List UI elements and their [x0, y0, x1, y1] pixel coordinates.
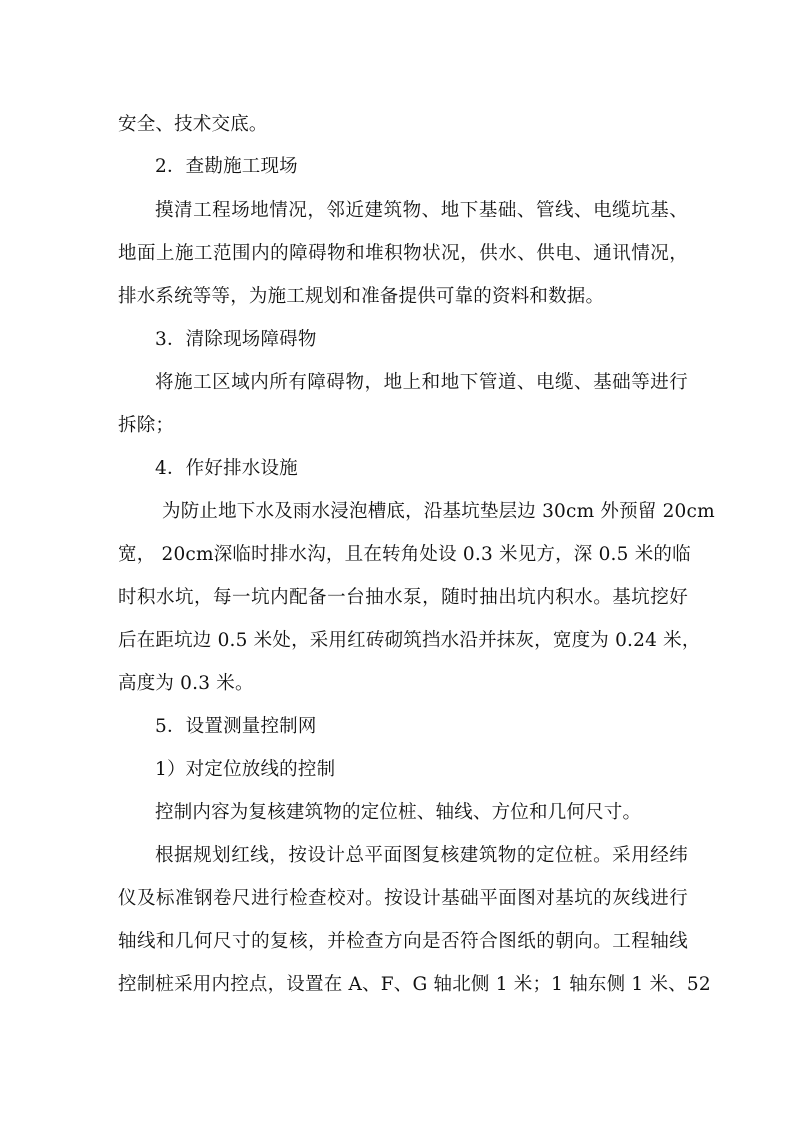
body-text-line: 摸清工程场地情况，邻近建筑物、地下基础、管线、电缆坑基、: [155, 200, 688, 221]
body-text-line: 排水系统等等，为施工规划和准备提供可靠的资料和数据。: [118, 286, 605, 307]
body-text-line: 控制桩采用内控点，设置在 A、F、G 轴北侧 1 米；1 轴东侧 1 米、52: [118, 974, 711, 995]
body-text-line: 仪及标准钢卷尺进行检查校对。按设计基础平面图对基坑的灰线进行: [118, 888, 688, 909]
body-text-line: 宽， 20cm深临时排水沟，且在转角处设 0.3 米见方，深 0.5 米的临: [118, 544, 691, 565]
body-text-line: 安全、技术交底。: [118, 114, 268, 135]
subsection-heading: 1）对定位放线的控制: [155, 759, 336, 780]
body-text-line: 高度为 0.3 米。: [118, 673, 254, 694]
body-text-line: 时积水坑，每一坑内配备一台抽水泵，随时抽出坑内积水。基坑挖好: [118, 587, 688, 608]
body-text-line: 控制内容为复核建筑物的定位桩、轴线、方位和几何尺寸。: [155, 802, 642, 823]
section-heading: 3．清除现场障碍物: [155, 329, 317, 350]
section-heading: 5．设置测量控制网: [155, 716, 317, 737]
section-heading: 2．查勘施工现场: [155, 156, 298, 177]
section-heading: 4．作好排水设施: [155, 458, 298, 479]
body-text-line: 轴线和几何尺寸的复核，并检查方向是否符合图纸的朝向。工程轴线: [118, 931, 688, 952]
body-text-line: 根据规划红线，按设计总平面图复核建筑物的定位桩。采用经纬: [155, 845, 688, 866]
body-text-line: 拆除；: [118, 415, 175, 436]
body-text-line: 为防止地下水及雨水浸泡槽底，沿基坑垫层边 30cm 外预留 20cm: [162, 501, 715, 522]
body-text-line: 后在距坑边 0.5 米处，采用红砖砌筑挡水沿并抹灰，宽度为 0.24 米，: [118, 630, 701, 651]
body-text-line: 地面上施工范围内的障碍物和堆积物状况，供水、供电、通讯情况，: [118, 243, 688, 264]
body-text-line: 将施工区域内所有障碍物，地上和地下管道、电缆、基础等进行: [155, 372, 688, 393]
